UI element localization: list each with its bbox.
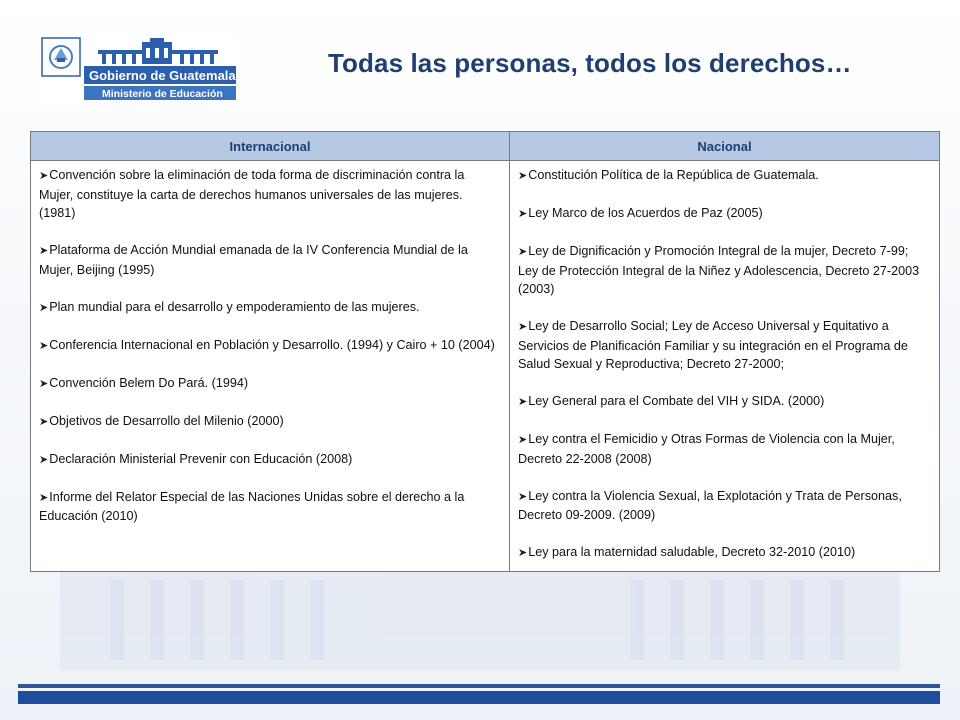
table-header-row	[31, 132, 940, 161]
list-item-text: Informe del Relator Especial de las Naciones Unidas sobre el derecho a la Educación (2010)	[39, 489, 465, 523]
list-item	[39, 412, 501, 432]
bullet-arrow-icon: ➤	[39, 491, 49, 504]
logo-government-text: Gobierno de Guatemala	[89, 68, 236, 83]
list-item	[518, 317, 931, 374]
national-cell	[510, 161, 940, 572]
bullet-arrow-icon: ➤	[518, 246, 528, 258]
list-item-text: Ley de Dignificación y Promoción Integral de la mujer, Decreto 7-99; Ley de Protección Integral de la Niñez y Adolescencia, Decreto 27-2003 (2003)	[518, 244, 920, 296]
bullet-arrow-icon: ➤	[518, 396, 528, 408]
list-item	[39, 336, 501, 356]
header-nacional: Nacional	[510, 132, 940, 161]
logo-graphic	[40, 36, 238, 102]
header-internacional: Internacional	[31, 132, 510, 161]
bullet-arrow-icon: ➤	[39, 377, 49, 390]
list-item	[39, 241, 501, 279]
page-title: Todas las personas, todos los derechos…	[328, 48, 852, 78]
table-row	[31, 161, 940, 572]
footer-band-thin-line	[18, 684, 940, 688]
list-item-text: Plan mundial para el desarrollo y empoderamiento de las mujeres.	[49, 299, 420, 314]
national-list	[518, 166, 931, 563]
list-item-text: Constitución Política de la República de Guatemala.	[528, 168, 819, 182]
list-item-text: Ley de Desarrollo Social; Ley de Acceso Universal y Equitativo a Servicios de Planificación Familiar y su integración en el Programa de Salud Sexual y Reproductiva; Decreto 27-2000;	[518, 319, 908, 371]
international-list	[39, 166, 501, 526]
bullet-arrow-icon: ➤	[518, 321, 528, 333]
list-item	[518, 392, 931, 412]
list-item	[39, 166, 501, 223]
list-item	[518, 204, 931, 224]
list-item	[518, 543, 931, 563]
bullet-arrow-icon: ➤	[39, 245, 49, 257]
international-cell	[31, 161, 510, 572]
list-item-text: Conferencia Internacional en Población y Desarrollo. (1994) y Cairo + 10 (2004)	[49, 337, 495, 352]
bullet-arrow-icon: ➤	[39, 339, 49, 352]
footer-band-main	[18, 691, 940, 704]
list-item-text: Ley para la maternidad saludable, Decreto 32-2010 (2010)	[528, 545, 856, 559]
bullet-arrow-icon: ➤	[518, 208, 528, 220]
list-item-text: Plataforma de Acción Mundial emanada de la IV Conferencia Mundial de la Mujer, Beijing (1995)	[39, 243, 468, 277]
list-item	[518, 430, 931, 468]
list-item	[39, 298, 501, 318]
list-item	[39, 450, 501, 470]
list-item	[518, 487, 931, 525]
list-item-text: Declaración Ministerial Prevenir con Educación (2008)	[49, 451, 353, 466]
list-item-text: Ley Marco de los Acuerdos de Paz (2005)	[528, 206, 763, 220]
list-item-text: Ley contra la Violencia Sexual, la Explotación y Trata de Personas, Decreto 09-2009. (2009)	[518, 488, 902, 522]
bullet-arrow-icon: ➤	[39, 170, 49, 182]
logo-ministry-text: Ministerio de Educación	[102, 88, 223, 100]
bullet-arrow-icon: ➤	[39, 453, 49, 466]
list-item-text: Ley contra el Femicidio y Otras Formas de Violencia con la Mujer, Decreto 22-2008 (2008)	[518, 432, 895, 466]
bullet-arrow-icon: ➤	[518, 170, 528, 182]
bullet-arrow-icon: ➤	[518, 547, 528, 559]
bullet-arrow-icon: ➤	[39, 415, 49, 428]
footer-band	[18, 684, 940, 706]
list-item-text: Ley General para el Combate del VIH y SIDA. (2000)	[528, 394, 825, 408]
rights-comparison-table	[30, 131, 940, 572]
gobierno-guatemala-logo	[40, 36, 238, 102]
list-item	[518, 242, 931, 299]
bullet-arrow-icon: ➤	[518, 434, 528, 446]
bullet-arrow-icon: ➤	[39, 301, 49, 314]
list-item-text: Objetivos de Desarrollo del Milenio (2000)	[49, 413, 284, 428]
list-item	[518, 166, 931, 186]
bullet-arrow-icon: ➤	[518, 490, 528, 503]
list-item	[39, 488, 501, 526]
list-item-text: Convención Belem Do Pará. (1994)	[49, 375, 249, 390]
list-item	[39, 374, 501, 394]
list-item-text: Convención sobre la eliminación de toda forma de discriminación contra la Mujer, constituye la carta de derechos humanos universales de las mujeres. (1981)	[39, 168, 465, 220]
